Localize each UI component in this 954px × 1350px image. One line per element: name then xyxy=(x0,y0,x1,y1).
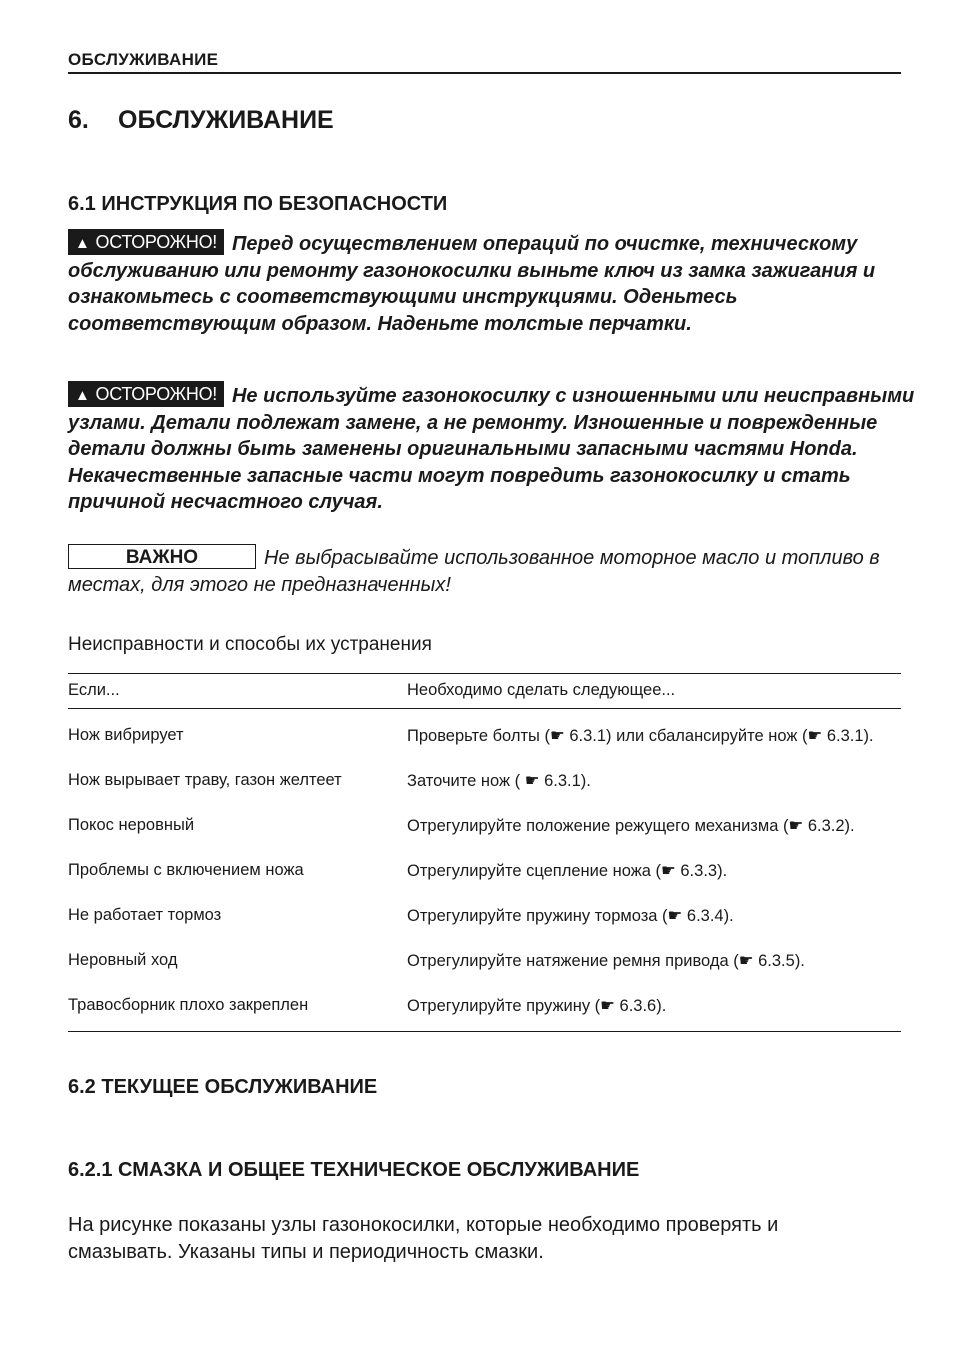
running-header: ОБСЛУЖИВАНИЕ xyxy=(68,50,219,69)
chapter-title-text: ОБСЛУЖИВАНИЕ xyxy=(118,106,334,134)
table-cell-problem: Проблемы с включением ножа xyxy=(68,861,304,879)
section-title-routine: 6.2 ТЕКУЩЕЕ ОБСЛУЖИВАНИЕ xyxy=(68,1076,378,1098)
chapter-number: 6. xyxy=(68,106,89,134)
important-text: Не выбрасывайте использованное моторное масло и топливо в местах, для этого не предназначенных! xyxy=(68,547,880,596)
important-paragraph xyxy=(68,544,888,599)
warning-badge-label: ОСТОРОЖНО! xyxy=(95,232,217,252)
chapter-title xyxy=(68,106,334,135)
warning-triangle-icon: ▲ xyxy=(75,235,90,252)
table-cell-remedy: Заточите нож ( ☛ 6.3.1). xyxy=(407,772,591,790)
table-header-action: Необходимо сделать следующее... xyxy=(407,681,676,699)
table-header-rule xyxy=(68,708,901,709)
table-top-rule xyxy=(68,673,901,674)
table-cell-problem: Неровный ход xyxy=(68,951,178,969)
table-bottom-rule xyxy=(68,1031,901,1032)
table-cell-problem: Нож вибрирует xyxy=(68,726,184,744)
warning-badge-label: ОСТОРОЖНО! xyxy=(95,384,217,404)
warning-text-1: Перед осуществлением операций по очистке, техническому обслуживанию или ремонту газонокосилки выньте ключ из замка зажигания и ознакомьтесь с соответствующими инструкциями. Оденьтесь соответствующим образом. Наденьте толстые перчатки. xyxy=(68,233,876,335)
table-cell-problem: Покос неровный xyxy=(68,816,195,834)
section-title-safety: 6.1 ИНСТРУКЦИЯ ПО БЕЗОПАСНОСТИ xyxy=(68,193,448,215)
table-cell-problem: Не работает тормоз xyxy=(68,906,222,924)
warning-paragraph-1 xyxy=(68,229,918,337)
table-header-if: Если... xyxy=(68,681,120,699)
table-cell-remedy: Проверьте болты (☛ 6.3.1) или сбалансируйте нож (☛ 6.3.1). xyxy=(407,727,874,745)
table-cell-remedy: Отрегулируйте сцепление ножа (☛ 6.3.3). xyxy=(407,862,728,880)
warning-paragraph-2 xyxy=(68,381,918,516)
header-rule xyxy=(68,72,901,74)
warning-triangle-icon: ▲ xyxy=(75,387,90,404)
table-cell-remedy: Отрегулируйте пружину тормоза (☛ 6.3.4). xyxy=(407,907,734,925)
table-cell-problem: Нож вырывает траву, газон желтеет xyxy=(68,771,342,789)
warning-badge xyxy=(68,229,224,255)
warning-badge xyxy=(68,381,224,407)
table-caption: Неисправности и способы их устранения xyxy=(68,634,432,655)
section-title-lubrication: 6.2.1 СМАЗКА И ОБЩЕЕ ТЕХНИЧЕСКОЕ ОБСЛУЖИВАНИЕ xyxy=(68,1159,640,1181)
table-cell-remedy: Отрегулируйте пружину (☛ 6.3.6). xyxy=(407,997,667,1015)
table-cell-remedy: Отрегулируйте натяжение ремня привода (☛ 6.3.5). xyxy=(407,952,805,970)
warning-text-2: Не используйте газонокосилку с изношенными или неисправными узлами. Детали подлежат замене, а не ремонту. Изношенные и поврежденные детали должны быть заменены оригинальными запасными частями Honda. Некачественные запасные части могут повредить газонокосилку и стать причиной несчастного случая. xyxy=(68,385,915,513)
important-badge: ВАЖНО xyxy=(68,544,256,569)
lubrication-body-text: На рисунке показаны узлы газонокосилки, которые необходимо проверять и смазывать. Указаны типы и периодичность смазки. xyxy=(68,1214,779,1263)
table-cell-remedy: Отрегулируйте положение режущего механизма (☛ 6.3.2). xyxy=(407,817,855,835)
table-cell-problem: Травосборник плохо закреплен xyxy=(68,996,309,1014)
